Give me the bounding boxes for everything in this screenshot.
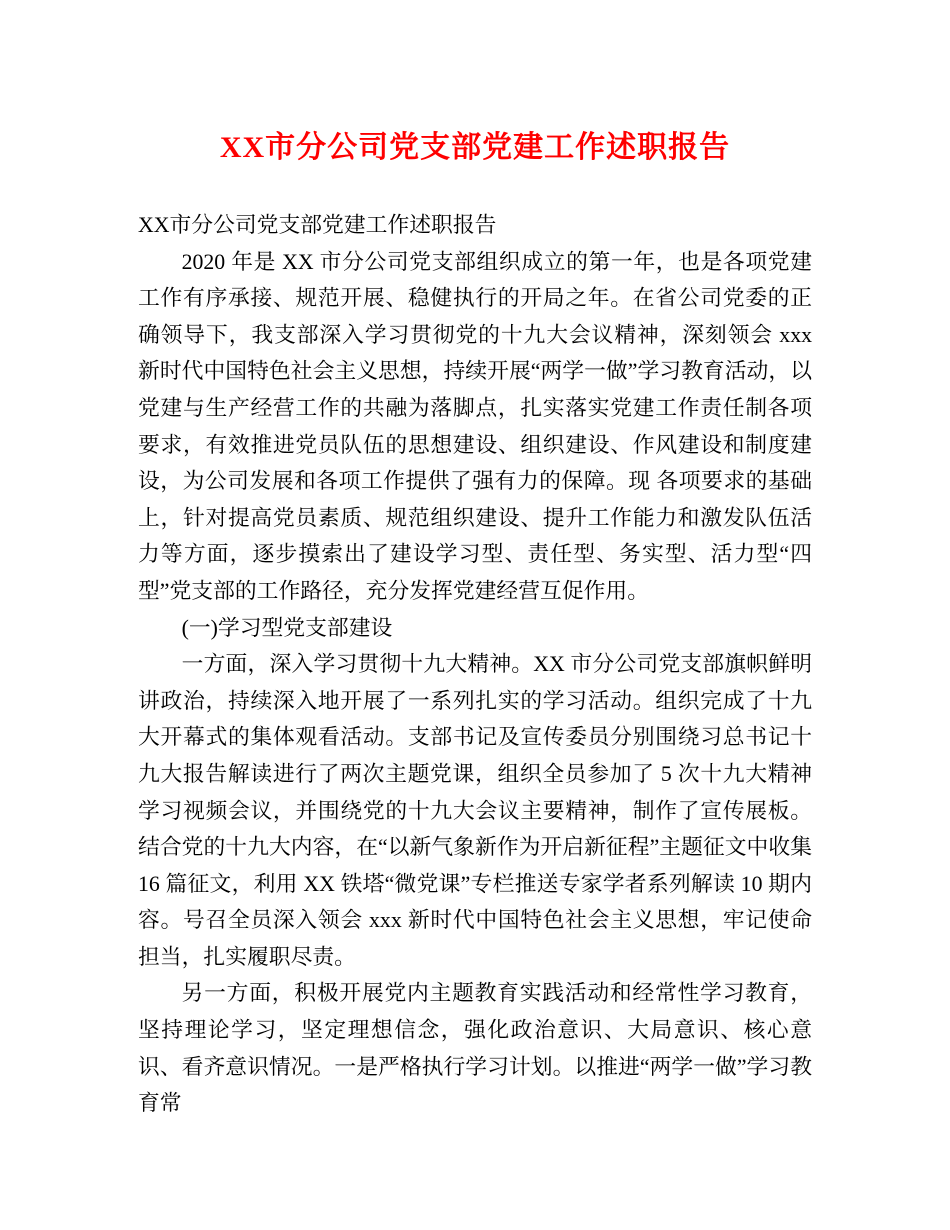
document-body bbox=[138, 207, 812, 1122]
paragraph-other-aspect: 另一方面，积极开展党内主题教育实践活动和经常性学习教育，坚持理论学习，坚定理想信念，强化政治意识、大局意识、核心意识、看齐意识情况。一是严格执行学习计划。以推进“两学一做”学习教育常 bbox=[138, 981, 812, 1116]
document-title: XX市分公司党支部党建工作述职报告 bbox=[219, 131, 731, 164]
section-heading-learning-branch: (一)学习型党支部建设 bbox=[181, 615, 393, 640]
paragraph-one-aspect: 一方面，深入学习贯彻十九大精神。XX 市分公司党支部旗帜鲜明讲政治，持续深入地开展了一系列扎实的学习活动。组织完成了十九大开幕式的集体观看活动。支部书记及宣传委员分别围绕习总书记十九大报告解读进行了两次主题党课，组织全员参加了 5 次十九大精神学习视频会议，并围绕党的十九大会议主要精神，制作了宣传展板。结合党的十九大内容，在“以新气象新作为开启新征程”主题征文中收集 16 篇征文，利用 XX 铁塔“微党课”专栏推送专家学者系列解读 10 期内容。号召全员深入领会 xxx 新时代中国特色社会主义思想，牢记使命担当，扎实履职尽责。 bbox=[138, 652, 812, 969]
document-heading: XX市分公司党支部党建工作述职报告 bbox=[138, 213, 497, 237]
paragraph-intro: 2020 年是 XX 市分公司党支部组织成立的第一年，也是各项党建工作有序承接、规范开展、稳健执行的开局之年。在省公司党委的正确领导下，我支部深入学习贯彻党的十九大会议精神，深刻领会 xxx 新时代中国特色社会主义思想，持续开展“两学一做”学习教育活动，以党建与生产经营工作的共融为落脚点，扎实落实党建工作责任制各项要求，有效推进党员队伍的思想建设、组织建设、作风建设和制度建设，为公司发展和各项工作提供了强有力的保障。现 各项要求的基础上，针对提高党员素质、规范组织建设、提升工作能力和激发队伍活力等方面，逐步摸索出了建设学习型、责任型、务实型、活力型“四型”党支部的工作路径，充分发挥党建经营互促作用。 bbox=[138, 249, 812, 603]
